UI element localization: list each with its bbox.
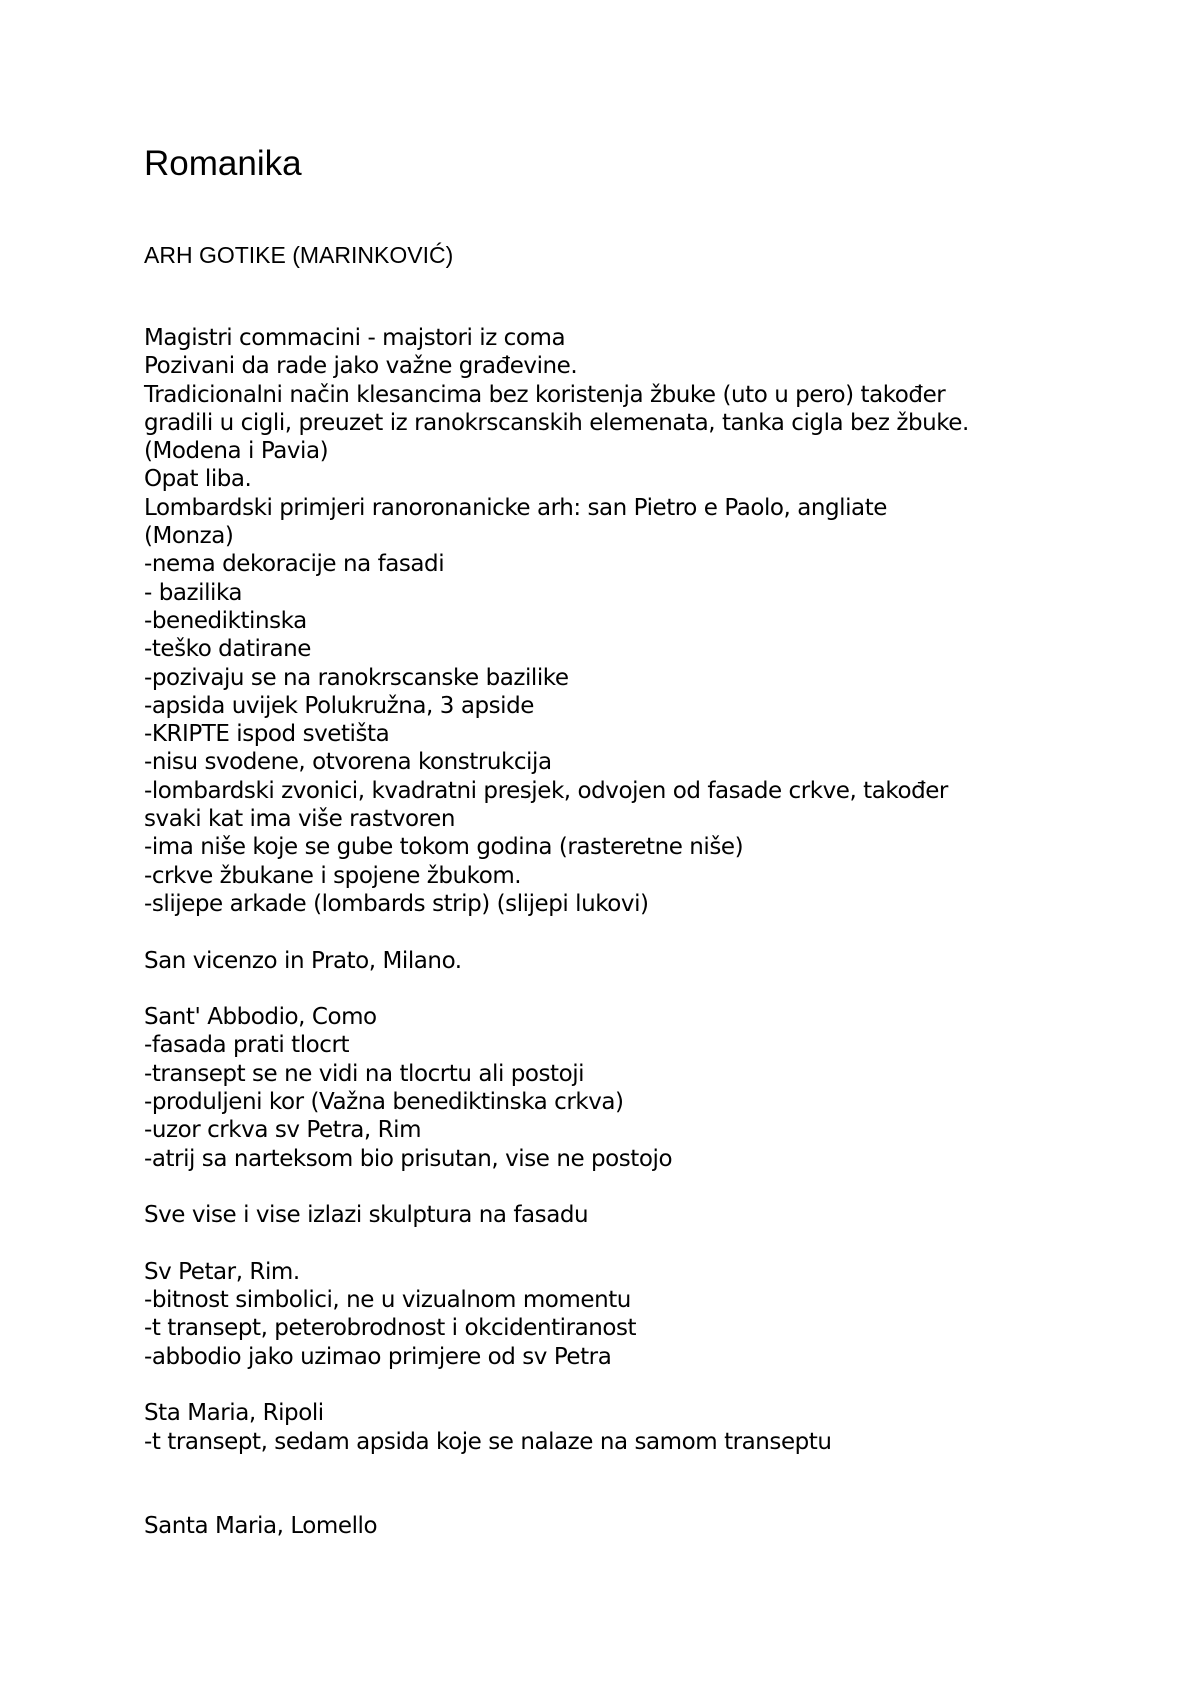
text-line: -uzor crkva sv Petra, Rim: [144, 1117, 422, 1144]
text-line: -ima niše koje se gube tokom godina (rasteretne niše): [144, 834, 744, 861]
text-line: Lombardski primjeri ranoronanicke arh: san Pietro e Paolo, angliate: [144, 494, 887, 521]
text-section: [144, 1399, 1104, 1456]
text-section: [144, 1512, 1104, 1540]
text-line: -lombardski zvonici, kvadratni presjek, odvojen od fasade crkve, također: [144, 777, 948, 804]
paragraph-spacer: [144, 975, 1104, 1003]
text-line: Sta Maria, Ripoli: [144, 1400, 324, 1427]
text-section: [144, 1201, 1104, 1229]
text-line: Sant' Abbodio, Como: [144, 1004, 377, 1031]
paragraph-spacer: [144, 1371, 1104, 1399]
text-line: gradili u cigli, preuzet iz ranokrscanskih elemenata, tanka cigla bez žbuke.: [144, 409, 969, 436]
text-line: -slijepe arkade (lombards strip) (slijepi lukovi): [144, 890, 649, 917]
text-line: Santa Maria, Lomello: [144, 1513, 378, 1540]
text-line: -KRIPTE ispod svetišta: [144, 721, 390, 748]
text-line: -nema dekoracije na fasadi: [144, 551, 445, 578]
text-section: [144, 324, 1104, 918]
text-line: svaki kat ima više rastvoren: [144, 806, 456, 833]
paragraph-spacer: [144, 1484, 1104, 1512]
text-line: -bitnost simbolici, ne u vizualnom momentu: [144, 1287, 631, 1314]
text-line: -abbodio jako uzimao primjere od sv Petra: [144, 1343, 612, 1370]
text-line: -t transept, peterobrodnost i okcidentiranost: [144, 1315, 637, 1342]
text-line: -transept se ne vidi na tlocrtu ali postoji: [144, 1060, 585, 1087]
text-line: -crkve žbukane i spojene žbukom.: [144, 862, 522, 889]
body-text: [144, 324, 1104, 1541]
text-line: -fasada prati tlocrt: [144, 1032, 350, 1059]
text-line: -teško datirane: [144, 636, 311, 663]
text-section: [144, 1258, 1104, 1371]
page-title: Romanika: [144, 144, 302, 183]
text-line: Sve vise i vise izlazi skulptura na fasadu: [144, 1202, 589, 1229]
text-line: -benediktinska: [144, 607, 307, 634]
text-line: San vicenzo in Prato, Milano.: [144, 947, 462, 974]
paragraph-spacer: [144, 1230, 1104, 1258]
text-line: Sv Petar, Rim.: [144, 1258, 300, 1285]
text-section: [144, 1003, 1104, 1173]
text-line: -apsida uvijek Polukružna, 3 apside: [144, 692, 534, 719]
text-line: -nisu svodene, otvorena konstrukcija: [144, 749, 552, 776]
text-line: - bazilika: [144, 579, 243, 606]
text-line: Tradicionalni način klesancima bez koristenja žbuke (uto u pero) također: [144, 381, 946, 408]
paragraph-spacer: [144, 918, 1104, 946]
text-line: -pozivaju se na ranokrscanske bazilike: [144, 664, 569, 691]
text-line: (Modena i Pavia): [144, 438, 329, 465]
page-subtitle: ARH GOTIKE (MARINKOVIĆ): [144, 242, 454, 268]
text-line: -atrij sa narteksom bio prisutan, vise ne postojo: [144, 1145, 673, 1172]
paragraph-spacer: [144, 1456, 1104, 1484]
text-line: (Monza): [144, 523, 234, 550]
text-line: Pozivani da rade jako važne građevine.: [144, 353, 578, 380]
text-line: Magistri commacini - majstori iz coma: [144, 325, 566, 351]
text-line: Opat liba.: [144, 466, 252, 493]
paragraph-spacer: [144, 1173, 1104, 1201]
text-line: -t transept, sedam apsida koje se nalaze na samom transeptu: [144, 1428, 832, 1455]
text-line: -produljeni kor (Važna benediktinska crkva): [144, 1089, 624, 1116]
text-section: [144, 947, 1104, 975]
